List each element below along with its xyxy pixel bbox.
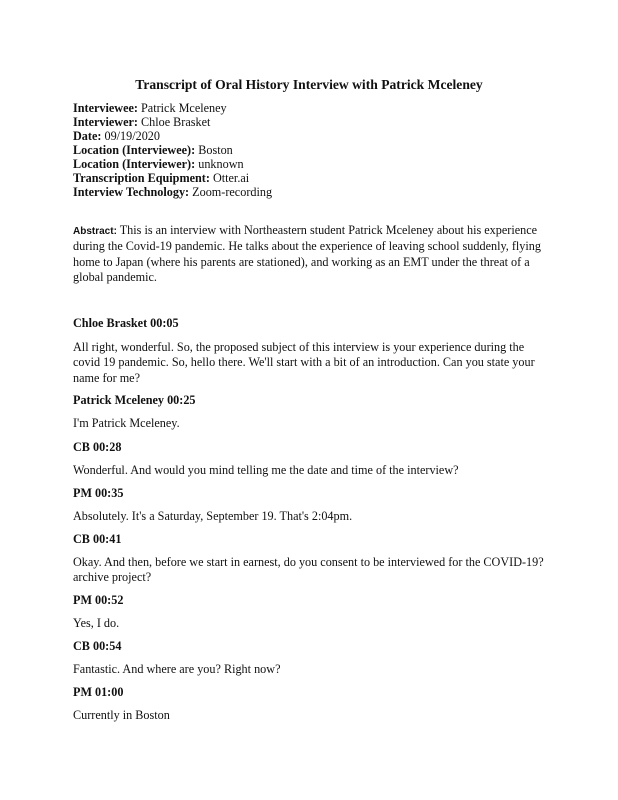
abstract-label: Abstract: [73, 226, 117, 237]
abstract-line: home to Japan (where his parents are stationed), and working as an EMT under the threat of a [73, 254, 530, 269]
speech-line: covid 19 pandemic. So, hello there. We'll start with a bit of an introduction. Can you state your [73, 355, 535, 370]
meta-value: 09/19/2020 [104, 129, 160, 143]
meta-value: Otter.ai [212, 171, 250, 185]
speaker-label: Patrick Mceleney 00:25 [73, 393, 196, 407]
speech-line: archive project? [73, 570, 152, 585]
speech-line: I'm Patrick Mceleney. [73, 416, 180, 430]
meta-label: Transcription Equipment: [73, 171, 210, 185]
meta-value: unknown [198, 157, 244, 171]
speech-text [73, 416, 563, 431]
document-title: Transcript of Oral History Interview with Patrick Mceleney [135, 77, 483, 92]
speech-text [73, 662, 563, 677]
speech-line: Currently in Boston [73, 708, 170, 722]
meta-value: Zoom-recording [192, 185, 273, 199]
speech-text [73, 340, 563, 386]
speech-text [73, 463, 563, 478]
speech-line: Yes, I do. [73, 616, 120, 630]
speech-line: Wonderful. And would you mind telling me the date and time of the interview? [73, 463, 459, 477]
abstract [73, 223, 553, 286]
meta-label: Interview Technology: [73, 185, 190, 199]
speaker-label: Chloe Brasket 00:05 [73, 316, 179, 330]
meta-location-interviewer [73, 157, 272, 171]
meta-transcription-equipment [73, 171, 272, 185]
speaker-label: PM 00:52 [73, 593, 124, 607]
speech-text [73, 708, 563, 723]
meta-date [73, 129, 272, 143]
speech-line: All right, wonderful. So, the proposed subject of this interview is your experience during the [73, 340, 525, 354]
meta-interview-technology [73, 185, 272, 199]
abstract-line [73, 223, 553, 239]
speaker-label: CB 00:54 [73, 639, 122, 653]
abstract-line: during the Covid-19 pandemic. He talks about the experience of leaving school suddenly, flying [73, 239, 541, 254]
speech-line: Absolutely. It's a Saturday, September 19. That's 2:04pm. [73, 509, 353, 523]
meta-label: Interviewee: [73, 101, 138, 115]
meta-value: Boston [198, 143, 233, 157]
meta-interviewee [73, 101, 272, 115]
meta-interviewer [73, 115, 272, 129]
speech-text [73, 555, 563, 586]
meta-label: Location (Interviewer): [73, 157, 196, 171]
meta-location-interviewee [73, 143, 272, 157]
meta-value: Patrick Mceleney [141, 101, 227, 115]
meta-value: Chloe Brasket [141, 115, 211, 129]
meta-label: Interviewer: [73, 115, 138, 129]
speaker-label: PM 00:35 [73, 486, 124, 500]
speaker-label: CB 00:41 [73, 532, 122, 546]
speech-line: Okay. And then, before we start in earnest, do you consent to be interviewed for the COVID-19? [73, 555, 544, 569]
interview-metadata [73, 101, 272, 199]
abstract-line: global pandemic. [73, 270, 157, 285]
meta-label: Date: [73, 129, 102, 143]
meta-label: Location (Interviewee): [73, 143, 196, 157]
speech-line: Fantastic. And where are you? Right now? [73, 662, 281, 676]
speech-text [73, 616, 563, 631]
speech-line: name for me? [73, 370, 140, 385]
speech-text [73, 509, 563, 524]
abstract-text: This is an interview with Northeastern student Patrick Mceleney about his experience [119, 223, 538, 237]
speaker-label: PM 01:00 [73, 685, 124, 699]
speaker-label: CB 00:28 [73, 440, 122, 454]
